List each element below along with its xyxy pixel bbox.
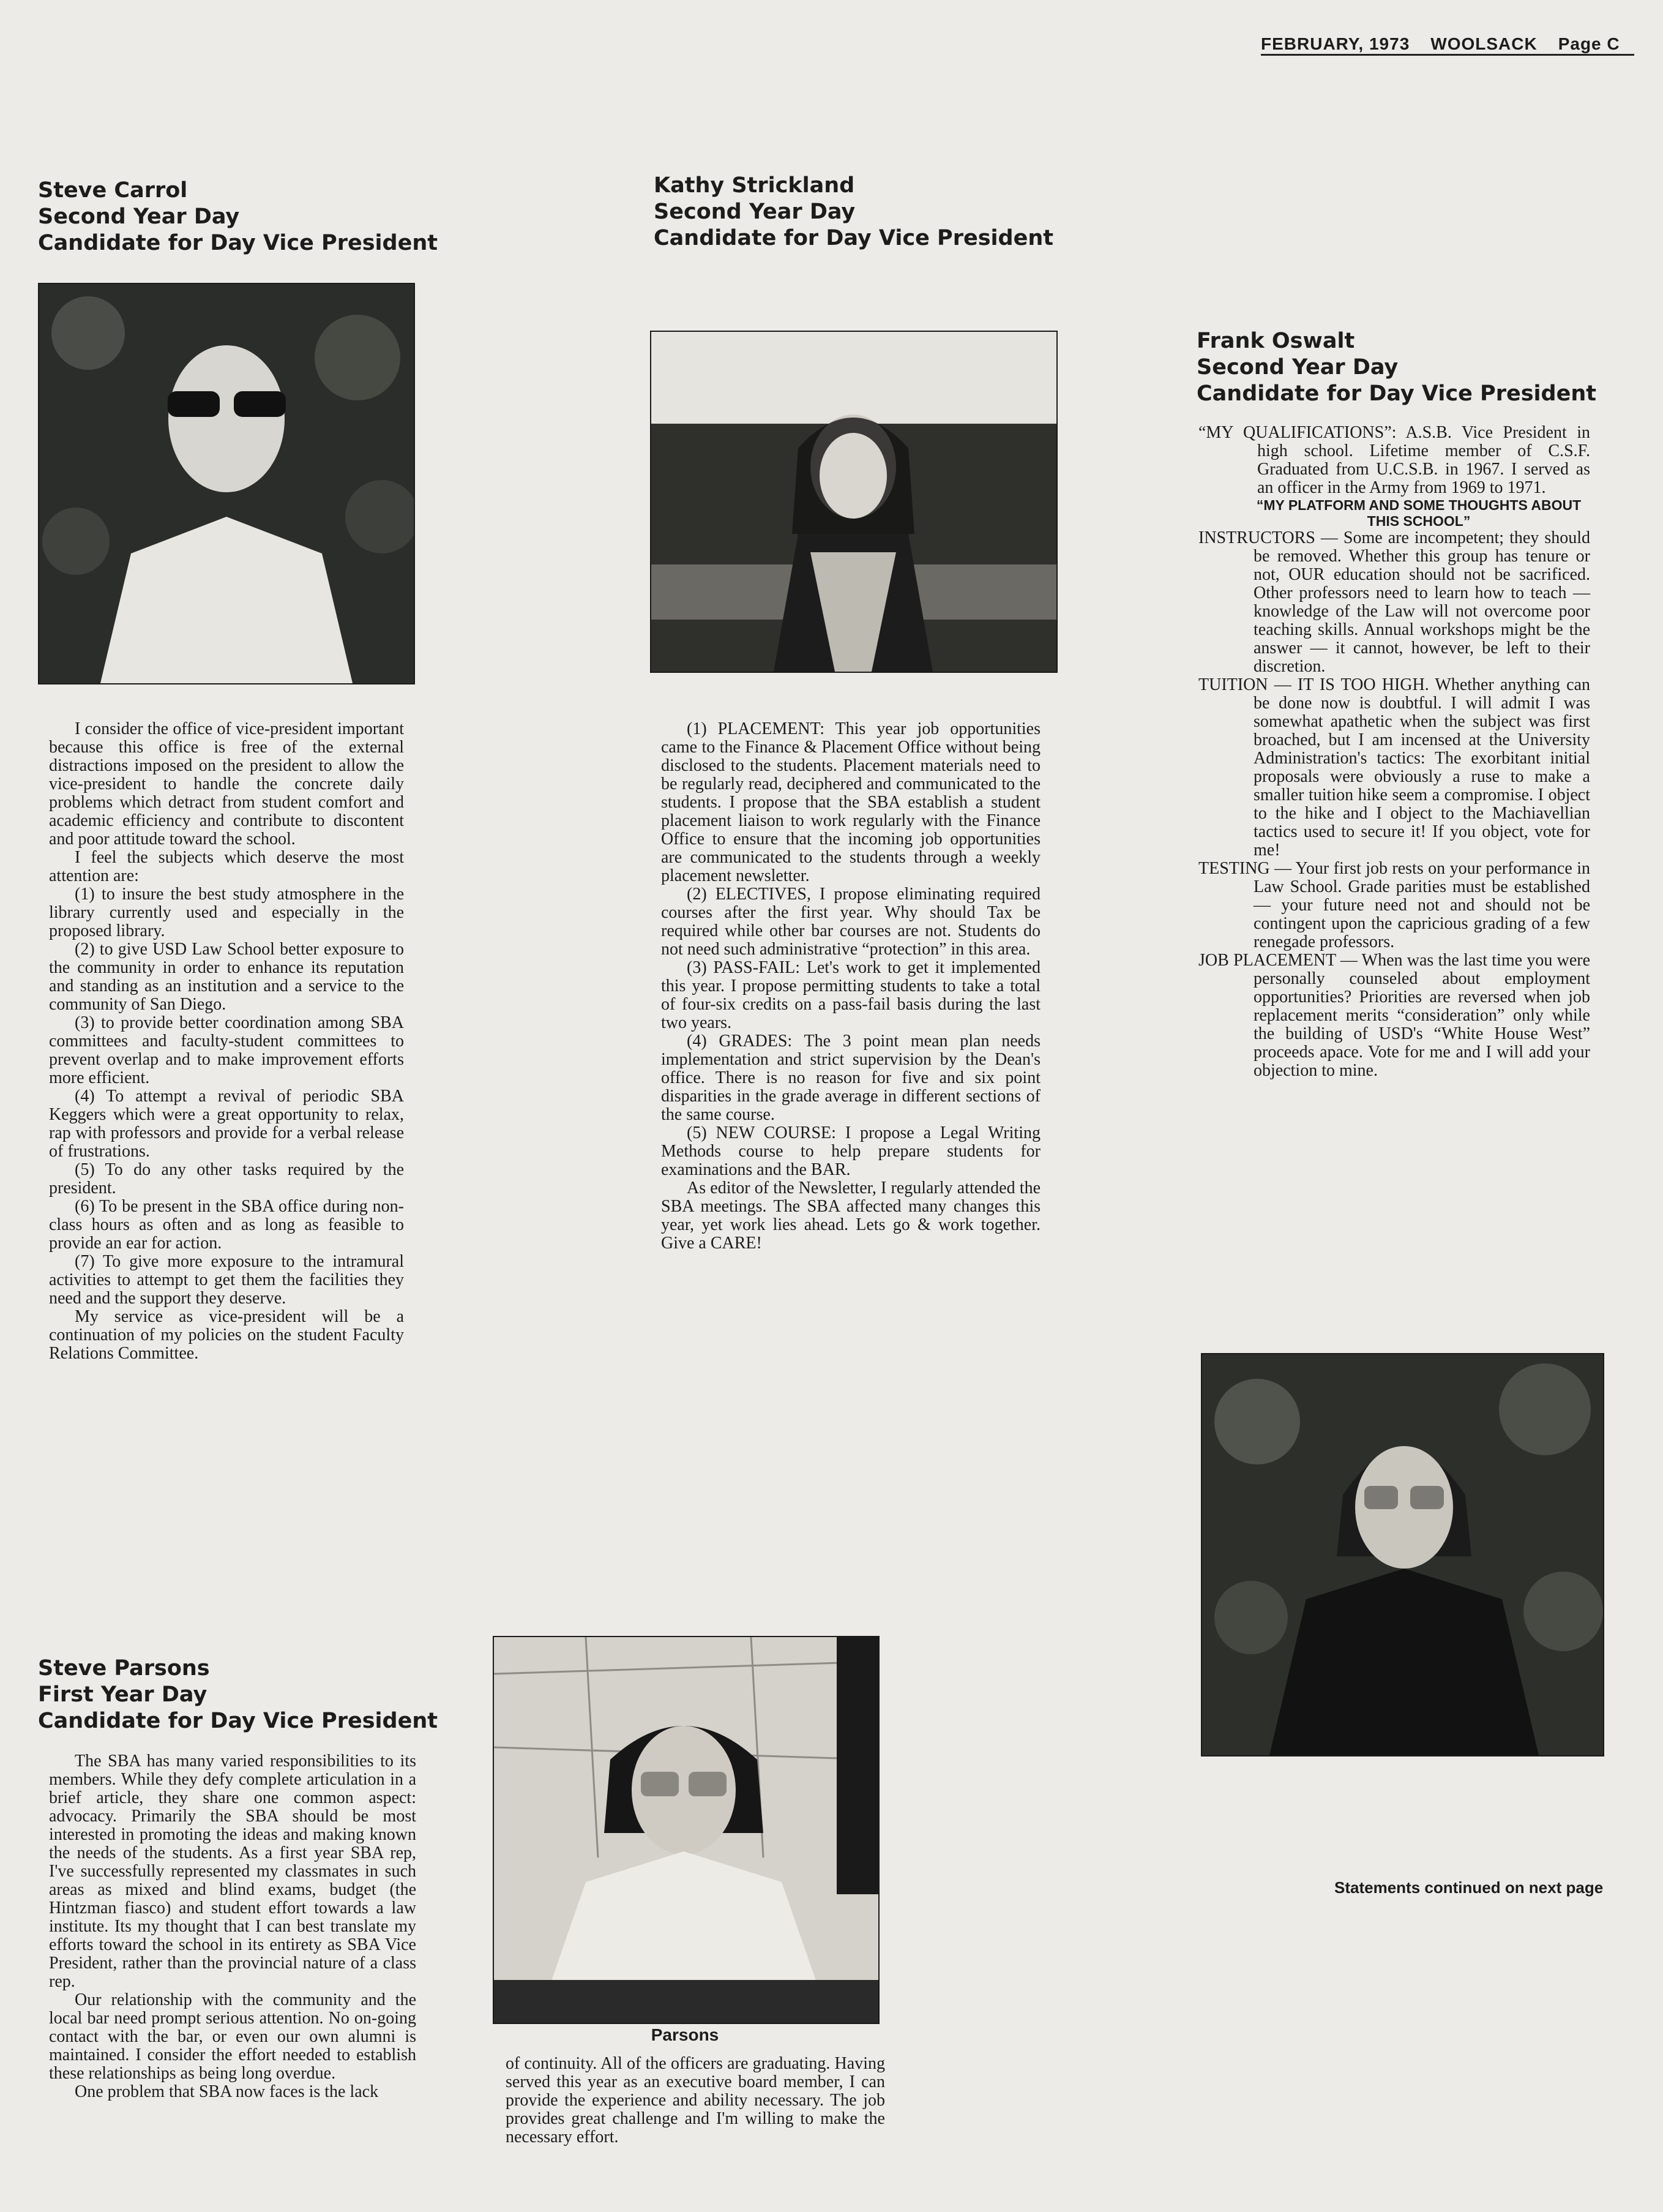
oswalt-item: JOB PLACEMENT — When was the last time you were personally counseled about employment opportunities? Priorities are reversed when job replacement merits “consideration” only while the building of USD's “White House West” proceeds apace. Vote for me and I will add your objection to mine. <box>1198 951 1590 1080</box>
strickland-para: (5) NEW COURSE: I propose a Legal Writing Methods course to help prepare students for examinations and the BAR. <box>661 1123 1041 1179</box>
strickland-year: Second Year Day <box>654 200 856 224</box>
strickland-heading <box>654 173 1053 252</box>
parsons-statement <box>49 1752 416 2101</box>
parsons-photo <box>493 1636 880 2024</box>
carrol-para: (5) To do any other tasks required by the president. <box>49 1160 404 1198</box>
strickland-para: (1) PLACEMENT: This year job opportunities came to the Finance & Placement Office without being disclosed to the students. Placement materials need to be regularly read, deciphered and communicated to the students. I propose that the SBA establish a student placement liaison to work regularly with the Finance Office to ensure that the incoming job opportunities are communicated to the students through a weekly placement newsletter. <box>661 719 1041 885</box>
oswalt-year: Second Year Day <box>1197 355 1399 380</box>
masthead-paper: WOOLSACK <box>1430 34 1538 53</box>
oswalt-qualifications: “MY QUALIFICATIONS”: A.S.B. Vice President in high school. Lifetime member of C.S.F. Graduated from U.C.S.B. in 1967. I served as an officer in the Army from 1969 to 1971. <box>1198 423 1590 497</box>
parsons-office: Candidate for Day Vice President <box>38 1709 438 1733</box>
carrol-para: I feel the subjects which deserve the most attention are: <box>49 848 404 885</box>
carrol-para: My service as vice-president will be a continuation of my policies on the student Faculty Relations Committee. <box>49 1307 404 1363</box>
parsons-para: The SBA has many varied responsibilities to its members. While they defy complete articulation in a brief article, they share one common aspect: advocacy. Primarily the SBA should be most interested in promoting the ideas and making known the needs of the students. As a first year SBA rep, I've successfully represented my classmates in such areas as mixed and blind exams, budget (the Hintzman fiasco) and student effort towards a law institute. Its my thought that I can best translate my efforts toward the school in its entirety as SBA Vice President, rather than the provincial nature of a class rep. <box>49 1752 416 1991</box>
oswalt-name: Frank Oswalt <box>1197 329 1355 353</box>
carrol-para: I consider the office of vice-president important because this office is free of the external distractions imposed on the president to allow the vice-president to handle the concrete daily problems which detract from student comfort and academic efficiency and contribute to discontent and poor attitude toward the school. <box>49 719 404 849</box>
parsons-para-continued: of continuity. All of the officers are graduating. Having served this year as an executive board member, I can provide the experience and ability necessary. The job provides great challenge and I'm willing to make the necessary effort. <box>506 2054 885 2146</box>
masthead-date: FEBRUARY, 1973 <box>1261 34 1410 53</box>
strickland-para: (3) PASS-FAIL: Let's work to get it implemented this year. I propose permitting students to take a total of four-six credits on a pass-fail basis during the last two years. <box>661 958 1041 1032</box>
strickland-statement <box>661 720 1041 1253</box>
carrol-para: (2) to give USD Law School better exposure to the community in order to enhance its reputation and standing as an institution and a service to the community of San Diego. <box>49 940 404 1014</box>
carrol-para: (1) to insure the best study atmosphere in the library currently used and especially in the proposed library. <box>49 885 404 940</box>
strickland-office: Candidate for Day Vice President <box>654 226 1053 250</box>
parsons-name: Steve Parsons <box>38 1656 210 1681</box>
parsons-caption: Parsons <box>651 2025 719 2044</box>
parsons-para: Our relationship with the community and the local bar need prompt serious attention. No on-going contact with the bar, or even our own alumni is maintained. I consider the effort needed to establish these relationships as being long overdue. <box>49 1990 416 2083</box>
oswalt-photo <box>1201 1353 1604 1756</box>
strickland-para: (2) ELECTIVES, I propose eliminating required courses after the first year. Why should Tax be required while other bar courses are not. Students do not need such administrative “protection” in this area. <box>661 885 1041 959</box>
parsons-para: One problem that SBA now faces is the lack <box>75 2082 379 2101</box>
parsons-year: First Year Day <box>38 1682 207 1707</box>
strickland-para: As editor of the Newsletter, I regularly attended the SBA meetings. The SBA affected many changes this year, yet work lies ahead. Lets go & work together. Give a CARE! <box>661 1179 1041 1253</box>
carrol-para: (3) to provide better coordination among SBA committees and faculty-student committees to prevent overlap and to make improvement efforts more efficient. <box>49 1013 404 1087</box>
oswalt-platform-heading: “MY PLATFORM AND SOME THOUGHTS ABOUT THIS SCHOOL” <box>1256 497 1582 529</box>
carrol-para: (6) To be present in the SBA office during non-class hours as often and as long as feasible to provide an ear for action. <box>49 1197 404 1253</box>
carrol-photo <box>38 283 415 684</box>
carrol-para: (7) To give more exposure to the intramural activities to attempt to get them the facilities they need and the support they deserve. <box>49 1252 404 1308</box>
carrol-heading <box>38 178 438 257</box>
masthead <box>1261 26 1634 56</box>
oswalt-office: Candidate for Day Vice President <box>1197 381 1596 406</box>
oswalt-item: TESTING — Your first job rests on your performance in Law School. Grade parities must be established — your future need not and should not be contingent upon the capricious grading of a few renegade professors. <box>1198 859 1590 951</box>
carrol-name: Steve Carrol <box>38 178 188 203</box>
strickland-name: Kathy Strickland <box>654 173 855 198</box>
oswalt-statement <box>1198 424 1590 1080</box>
carrol-office: Candidate for Day Vice President <box>38 231 438 255</box>
oswalt-item: TUITION — IT IS TOO HIGH. Whether anything can be done now is doubtful. I will admit I was somewhat apathetic when the subject was first broached, but I am incensed at the University Administration's tactics: The exorbitant initial proposals were obviously a ruse to make a smaller tuition hike seem a compromise. I object to the hike and I object to the Machiavellian tactics used to secure it! If you object, vote for me! <box>1198 675 1590 860</box>
oswalt-heading <box>1197 328 1596 407</box>
masthead-page: Page C <box>1558 34 1620 53</box>
carrol-year: Second Year Day <box>38 204 240 229</box>
parsons-continuation <box>506 2055 885 2146</box>
continued-note: Statements continued on next page <box>1334 1878 1604 1897</box>
carrol-para: (4) To attempt a revival of periodic SBA Keggers which were a great opportunity to relax, rap with professors and provide for a verbal release of frustrations. <box>49 1087 404 1161</box>
parsons-heading <box>38 1655 438 1734</box>
carrol-statement <box>49 720 404 1363</box>
strickland-photo <box>650 331 1058 673</box>
oswalt-item: INSTRUCTORS — Some are incompetent; they should be removed. Whether this group has tenure or not, OUR education should not be sacrificed. Other professors need to learn how to teach — knowledge of the Law will not overcome poor teaching skills. Annual workshops might be the answer — it cannot, however, be left to their discretion. <box>1198 528 1590 676</box>
strickland-para: (4) GRADES: The 3 point mean plan needs implementation and strict supervision by the Dean's office. There is no reason for five and six point disparities in the grade average in different sections of the same course. <box>661 1032 1041 1124</box>
